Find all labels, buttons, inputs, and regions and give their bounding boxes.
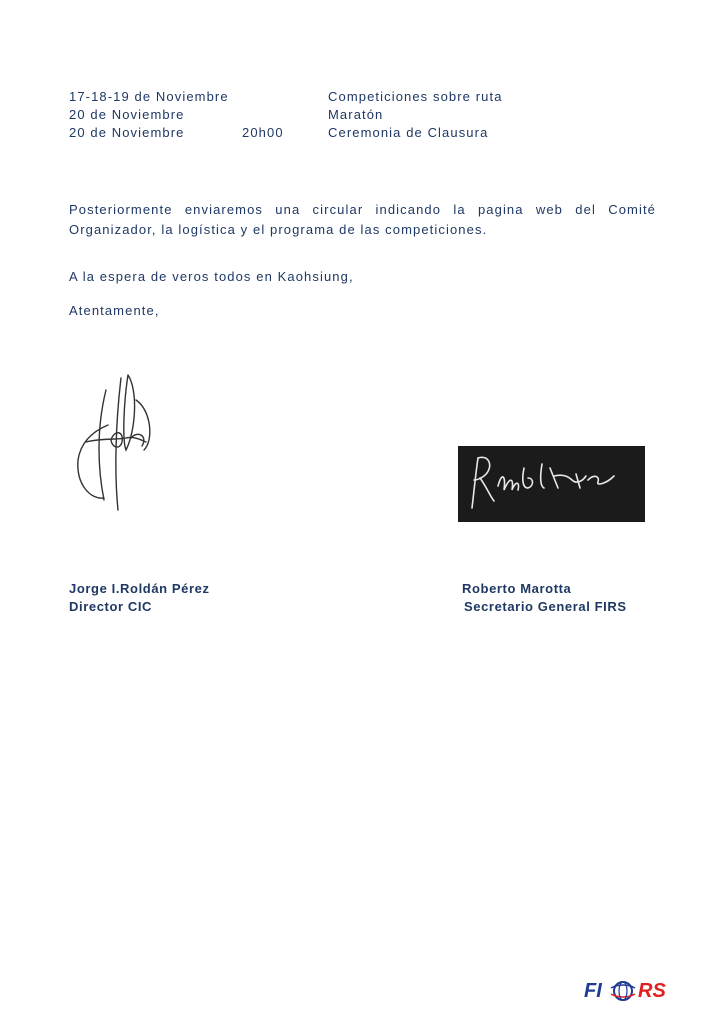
schedule-event: Maratón [328,107,384,122]
logo-text-right: RS [638,980,666,1002]
firs-logo [584,978,674,1004]
closing-text: Atentamente, [69,303,160,318]
body-paragraph: Posteriormente enviaremos una circular indicando la pagina web del Comité Organizador, la logística y el programa de las competiciones. [69,202,656,237]
body-paragraph: A la espera de veros todos en Kaohsiung, [69,269,354,284]
schedule-event: Competiciones sobre ruta [328,89,503,104]
schedule-date: 20 de Noviembre [69,107,185,122]
signatory-title: Secretario General FIRS [464,599,627,614]
signatory-name: Jorge I.Roldán Pérez [69,581,210,596]
schedule-date: 20 de Noviembre [69,125,185,140]
logo-text-left: FI [584,980,602,1002]
signatory-name: Roberto Marotta [462,581,572,596]
signature-image [458,446,645,522]
schedule-time: 20h00 [242,125,284,140]
globe-icon [608,980,638,1002]
schedule-date: 17-18-19 de Noviembre [69,89,229,104]
signatory-title: Director CIC [69,599,153,614]
schedule-event: Ceremonia de Clausura [328,125,489,140]
signature-image [66,370,166,520]
